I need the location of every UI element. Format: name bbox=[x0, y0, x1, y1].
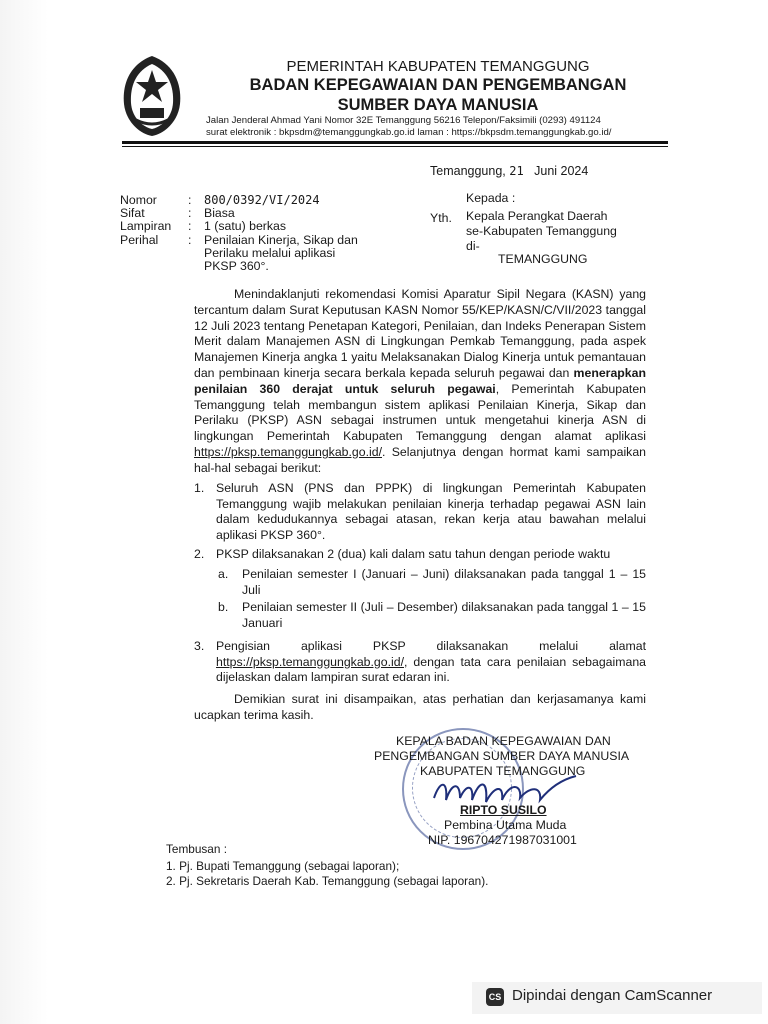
letterhead-agency-line1: BADAN KEPEGAWAIAN DAN PENGEMBANGAN bbox=[249, 76, 627, 94]
pksp-link-2[interactable]: https://pksp.temanggungkab.go.id/ bbox=[216, 654, 404, 669]
item3-number: 3. bbox=[194, 639, 205, 653]
camscanner-label: Dipindai dengan CamScanner bbox=[512, 987, 713, 1004]
item2b-letter: b. bbox=[218, 600, 229, 614]
pksp-link[interactable]: https://pksp.temanggungkab.go.id/ bbox=[194, 444, 382, 459]
camscanner-logo-icon: CS bbox=[486, 988, 504, 1006]
item2-number: 2. bbox=[194, 547, 205, 561]
item3-text: Pengisian aplikasi PKSP dilaksanakan melalui alamat https://pksp.temanggungkab.go.id/, dengan tata cara penilaian sebagaimana dijelaskan dalam lampiran surat edaran ini. bbox=[216, 639, 646, 684]
page-shadow-edge bbox=[0, 0, 48, 1024]
signatory-rank: Pembina Utama Muda bbox=[444, 818, 567, 832]
perihal-line1: Penilaian Kinerja, Sikap dan bbox=[204, 233, 358, 247]
regency-emblem-icon bbox=[118, 54, 186, 138]
signatory-nip: NIP. 196704271987031001 bbox=[428, 833, 577, 847]
closing-paragraph: Demikian surat ini disampaikan, atas perhatian dan kerjasamanya kami ucapkan terima kasih. bbox=[194, 692, 646, 722]
nomor-label: Nomor bbox=[120, 193, 157, 207]
recipient-line1: Kepala Perangkat Daerah bbox=[466, 209, 608, 223]
lampiran-label: Lampiran bbox=[120, 219, 172, 233]
lampiran-value: 1 (satu) berkas bbox=[204, 219, 287, 233]
recipient-yth: Yth. bbox=[430, 211, 452, 225]
letterhead-agency-line2: SUMBER DAYA MANUSIA bbox=[337, 96, 539, 114]
item2b-text: Penilaian semester II (Juli – Desember) dilaksanakan pada tanggal 1 – 15 Januari bbox=[242, 600, 646, 630]
letterhead-divider-thick bbox=[122, 141, 668, 144]
letterhead-government: PEMERINTAH KABUPATEN TEMANGGUNG bbox=[286, 58, 590, 75]
letter-date: Temanggung, 21 Juni 2024 bbox=[430, 164, 589, 178]
item1-number: 1. bbox=[194, 481, 205, 495]
tembusan-item-2: 2. Pj. Sekretaris Daerah Kab. Temanggung (sebagai laporan). bbox=[166, 874, 489, 888]
letterhead-address: Jalan Jenderal Ahmad Yani Nomor 32E Temanggung 56216 Telepon/Faksimili (0293) 491124 bbox=[206, 115, 601, 126]
signatory-title-line1: KEPALA BADAN KEPEGAWAIAN DAN bbox=[396, 734, 611, 748]
nomor-value: 800/0392/VI/2024 bbox=[204, 193, 320, 207]
recipient-line2: se-Kabupaten Temanggung bbox=[466, 224, 617, 238]
tembusan-item-1: 1. Pj. Bupati Temanggung (sebagai laporan); bbox=[166, 859, 400, 873]
item2-text: PKSP dilaksanakan 2 (dua) kali dalam satu tahun dengan periode waktu bbox=[216, 547, 611, 561]
item1-text: Seluruh ASN (PNS dan PPPK) di lingkungan Pemerintah Kabupaten Temanggung wajib melakukan penilaian kinerja terhadap pegawai ASN lain dalam kedudukannya sebagai atasan, rekan kerja atau bawahan melalui aplikasi PKSP 360°. bbox=[216, 481, 646, 542]
lampiran-colon: : bbox=[188, 219, 192, 233]
perihal-line2: Perilaku melalui aplikasi bbox=[204, 246, 336, 260]
sifat-colon: : bbox=[188, 206, 192, 220]
letterhead-contact: surat elektronik : bkpsdm@temanggungkab.go.id laman : https://bkpsdm.temanggungkab.go.id/ bbox=[206, 127, 612, 138]
body-opening-paragraph: Menindaklanjuti rekomendasi Komisi Aparatur Sipil Negara (KASN) yang tercantum dalam Surat Keputusan KASN Nomor 55/KEP/KASN/C/VII/2023 tanggal 12 Juli 2023 tentang Penetapan Kategori, Penilaian, dan Indeks Penerapan Sistem Merit dalam Manajemen ASN di Lingkungan Pemkab Temanggung, pada aspek Manajemen Kinerja angka 1 yaitu Melaksanakan Dialog Kinerja untuk pemantauan dan pembinaan kinerja secara berkala kepada seluruh pegawai dan menerapkan penilaian 360 derajat untuk seluruh pegawai, Pemerintah Kabupaten Temanggung telah membangun sistem aplikasi Penilaian Kinerja, Sikap dan Perilaku (PKSP) ASN sebagai instrumen untuk mengetahui kinerja ASN di lingkungan Pemerintah Kabupaten Temanggung dengan alamat aplikasi https://pksp.temanggungkab.go.id/. Selanjutnya dengan hormat kami sampaikan hal-hal sebagai berikut: bbox=[194, 287, 646, 475]
sifat-label: Sifat bbox=[120, 206, 145, 220]
tembusan-label: Tembusan : bbox=[166, 842, 227, 856]
signatory-name: RIPTO SUSILO bbox=[460, 803, 547, 817]
item2a-letter: a. bbox=[218, 567, 229, 581]
recipient-di: di- bbox=[466, 239, 480, 253]
letterhead-divider-thin bbox=[122, 146, 668, 147]
perihal-label: Perihal bbox=[120, 233, 159, 247]
signatory-title-line2: PENGEMBANGAN SUMBER DAYA MANUSIA bbox=[374, 749, 630, 763]
recipient-kepada: Kepada : bbox=[466, 191, 516, 205]
recipient-city: TEMANGGUNG bbox=[498, 252, 588, 266]
signatory-title-line3: KABUPATEN TEMANGGUNG bbox=[420, 764, 586, 778]
sifat-value: Biasa bbox=[204, 206, 235, 220]
perihal-line3: PKSP 360°. bbox=[204, 259, 269, 273]
perihal-colon: : bbox=[188, 233, 192, 247]
nomor-colon: : bbox=[188, 193, 192, 207]
item2a-text: Penilaian semester I (Januari – Juni) dilaksanakan pada tanggal 1 – 15 Juli bbox=[242, 567, 646, 597]
